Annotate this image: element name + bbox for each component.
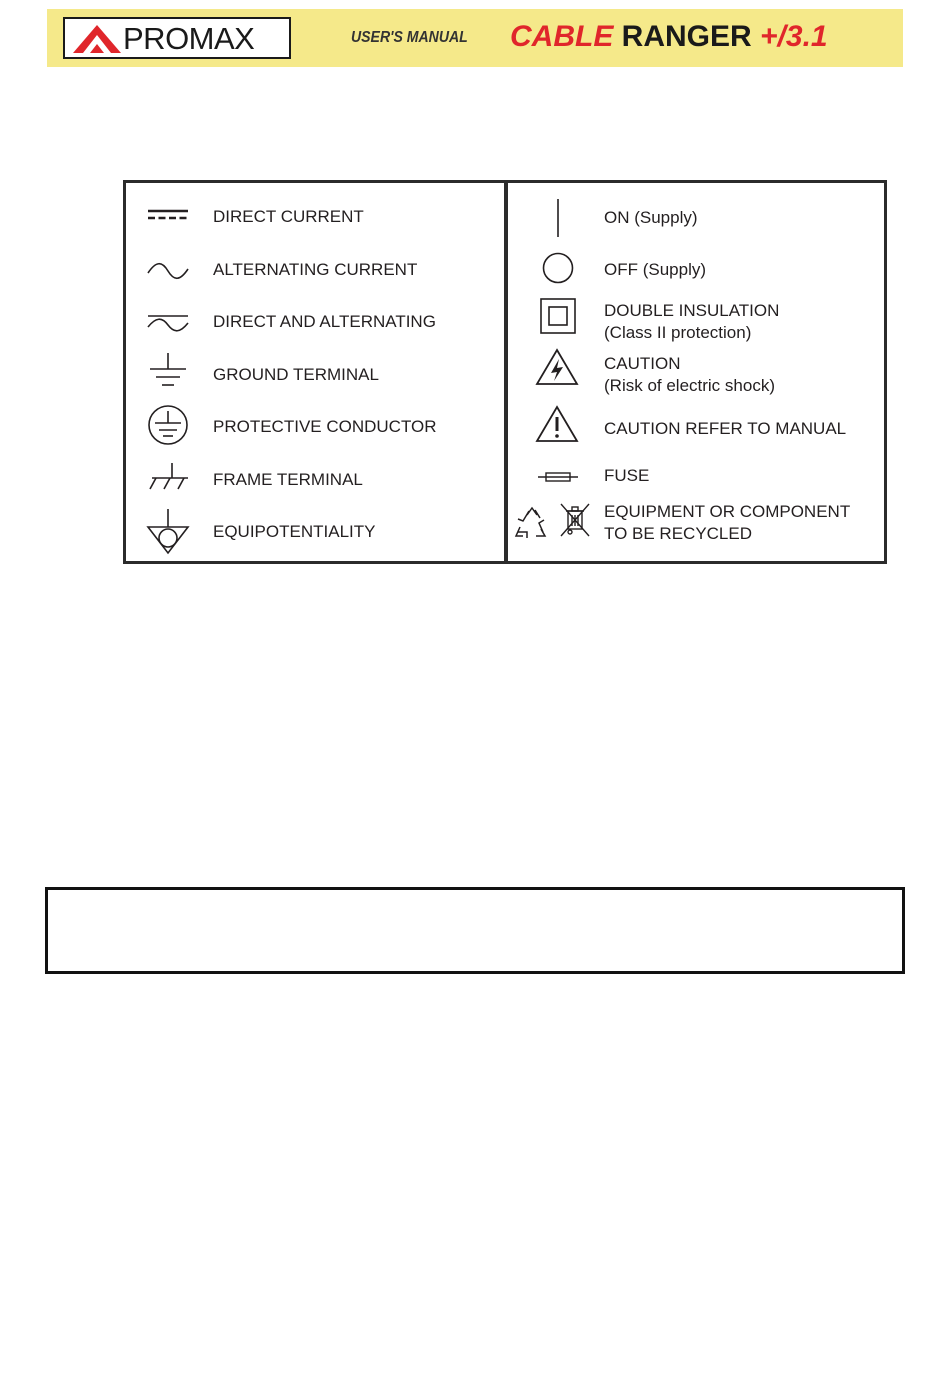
double-insulation-icon (536, 297, 580, 335)
product-title-part2: RANGER (613, 20, 761, 53)
caution-manual-icon (535, 404, 579, 444)
on-supply-icon (536, 197, 580, 239)
promax-logo (63, 17, 291, 59)
electric-shock-caution-icon (535, 347, 579, 387)
frame-terminal-icon (146, 461, 190, 493)
equipotentiality-icon (146, 507, 190, 557)
symbol-label: EQUIPOTENTIALITY (213, 522, 376, 541)
symbol-sublabel: TO BE RECYCLED (604, 524, 753, 543)
alternating-current-icon (146, 261, 190, 281)
symbol-label: FRAME TERMINAL (213, 470, 363, 489)
product-title-part3: +/3.1 (760, 20, 828, 53)
symbol-label: DOUBLE INSULATION (604, 301, 780, 320)
recycle-icon (514, 505, 550, 541)
symbol-label: OFF (Supply) (604, 260, 707, 279)
direct-current-icon (146, 207, 190, 223)
fuse-icon (536, 469, 580, 485)
protective-conductor-icon (146, 403, 190, 447)
crossed-bin-icon (558, 501, 592, 541)
ground-terminal-icon (146, 351, 190, 391)
symbol-label: CAUTION (604, 354, 681, 373)
product-title-part1: CABLE (510, 20, 614, 53)
off-supply-icon (536, 251, 580, 285)
symbol-label: EQUIPMENT OR COMPONENT (604, 502, 851, 521)
notice-box (45, 887, 905, 974)
brand-name: PROMAX (123, 21, 255, 56)
symbol-label: DIRECT AND ALTERNATING (213, 312, 436, 331)
page-header (47, 9, 903, 67)
symbol-label: DIRECT CURRENT (213, 207, 364, 226)
symbol-sublabel: (Risk of electric shock) (604, 376, 775, 395)
symbol-label: CAUTION REFER TO MANUAL (604, 419, 847, 438)
symbols-table (123, 180, 887, 564)
symbol-label: FUSE (604, 466, 650, 485)
product-title (510, 19, 828, 55)
table-divider (504, 183, 508, 561)
symbol-sublabel: (Class II protection) (604, 323, 752, 342)
direct-alternating-icon (146, 311, 190, 335)
symbol-label: PROTECTIVE CONDUCTOR (213, 417, 437, 436)
promax-triangle-icon (71, 23, 123, 55)
manual-label: USER'S MANUAL (351, 29, 468, 46)
symbol-label: ON (Supply) (604, 208, 698, 227)
symbol-label: GROUND TERMINAL (213, 365, 379, 384)
symbol-label: ALTERNATING CURRENT (213, 260, 418, 279)
